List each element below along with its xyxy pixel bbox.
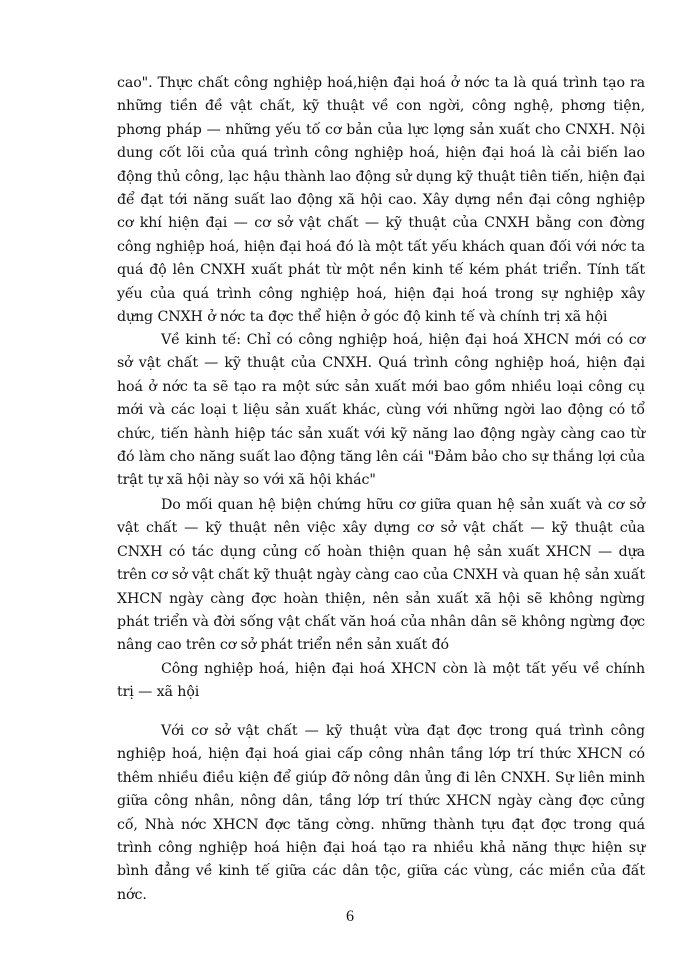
paragraph-5: Với cơ sở vật chất — kỹ thuật vừa đạt đợc trong quá trình công nghiệp hoá, hiện đại hoá giai cấp công nhân tầng lớp trí thức XHCN có thêm nhiều điều kiện để giúp đỡ nông dân ủng đi lên CNXH. Sự liên minh giữa công nhân, nông dân, tầng lớp trí thức XHCN ngày càng đợc củng cố, Nhà nớc XHCN đợc tăng cờng. những thành tựu đạt đợc trong quá trình công nghiệp hoá hiện đại hoá tạo ra nhiều khả năng thực hiện sự bình đẳng về kinh tế giữa các dân tộc, giữa các vùng, các miền của đất nớc. <box>117 723 645 903</box>
paragraph-3: Do mối quan hệ biện chứng hữu cơ giữa quan hệ sản xuất và cơ sở vật chất — kỹ thuật nên việc xây dựng cơ sở vật chất — kỹ thuật của CNXH có tác dụng củng cố hoàn thiện quan hệ sản xuất XHCN — dựa trên cơ sở vật chất kỹ thuật ngày càng cao của CNXH và quan hệ sản xuất XHCN ngày càng đợc hoàn thiện, nên sản xuất xã hội sẽ không ngừng phát triển và đời sống vật chất văn hoá của nhân dân sẽ không ngừng đợc nâng cao trên cơ sở phát triển nền sản xuất đó <box>117 497 645 654</box>
paragraph-4: Công nghiệp hoá, hiện đại hoá XHCN còn là một tất yếu về chính trị — xã hội <box>117 661 645 701</box>
paragraph-2: Về kinh tế: Chỉ có công nghiệp hoá, hiện đại hoá XHCN mới có cơ sở vật chất — kỹ thuật của CNXH. Quá trình công nghiệp hoá, hiện đại hoá ở nớc ta sẽ tạo ra một sức sản xuất mới bao gồm nhiều loại công cụ mới và các loại t liệu sản xuất khác, cùng với những ngời lao động có tổ chức, tiến hành hiệp tác sản xuất với kỹ năng lao động ngày càng cao từ đó làm cho năng suất lao động tăng lên cái "Đảm bảo cho sự thắng lợi của trật tự xã hội này so với xã hội khác" <box>117 332 645 489</box>
paragraph-1: cao". Thực chất công nghiệp hoá,hiện đại hoá ở nớc ta là quá trình tạo ra những tiền đề vật chất, kỹ thuật về con ngời, công nghệ, phơng tiện, phơng pháp — những yếu tố cơ bản của lực lợng sản xuất cho CNXH. Nội dung cốt lõi của quá trình công nghiệp hoá, hiện đại hoá là cải biến lao động thủ công, lạc hậu thành lao động sử dụng kỹ thuật tiên tiến, hiện đại để đạt tới năng suất lao động xã hội cao. Xây dựng nền đại công nghiệp cơ khí hiện đại — cơ sở vật chất — kỹ thuật của CNXH bằng con đờng công nghiệp hoá, hiện đại hoá đó là một tất yếu khách quan đối với nớc ta quá độ lên CNXH xuất phát từ một nền kinh tế kém phát triển. Tính tất yếu của quá trình công nghiệp hoá, hiện đại hoá trong sự nghiệp xây dựng CNXH ở nớc ta đợc thể hiện ở góc độ kinh tế và chính trị xã hội <box>117 75 645 326</box>
page-number: 6 <box>346 908 354 925</box>
